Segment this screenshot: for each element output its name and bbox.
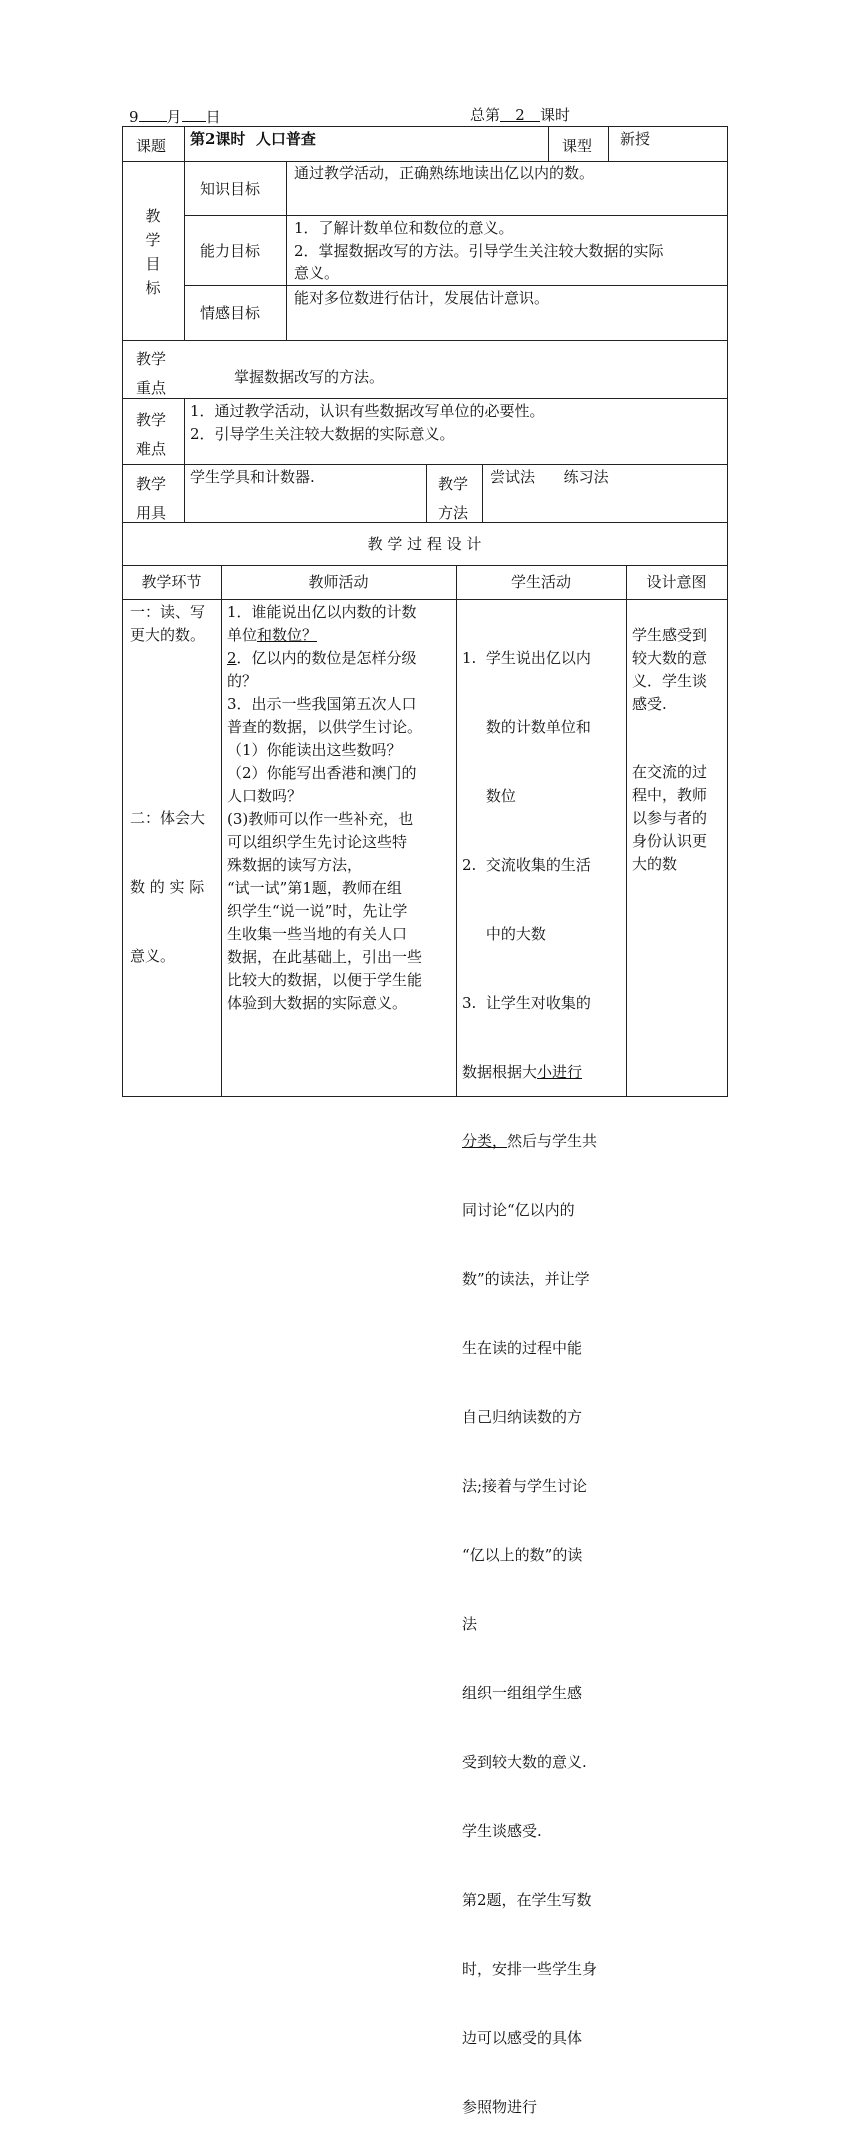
total-suffix: 课时 <box>540 106 571 124</box>
teacher-line: 织学生“说一说”时，先让学 <box>227 902 408 920</box>
teacher-line: （2）你能写出香港和澳门的 <box>227 764 417 782</box>
student-line: 同讨论“亿以内的 <box>462 1201 575 1219</box>
student-line <box>462 1130 624 1153</box>
student-line: 2. 交流收集的生活 <box>462 856 591 874</box>
month-number: 9 <box>129 108 139 126</box>
tools-label-line: 教学 <box>136 475 167 493</box>
student-activity <box>462 601 624 2142</box>
header-student: 学生活动 <box>510 573 571 591</box>
total-prefix: 总第 <box>470 106 501 124</box>
student-fragment: 数据根据大 <box>462 1063 538 1081</box>
teacher-line: 可以组织学生先讨论这些特 <box>227 833 408 851</box>
student-line: 数的计数单位和 <box>462 718 591 736</box>
key-point-label-line: 教学 <box>136 350 167 368</box>
student-line: 数位 <box>462 787 516 805</box>
student-line: “亿以上的数”的读 <box>462 1546 583 1564</box>
student-line: 受到较大数的意义. <box>462 1753 587 1771</box>
teacher-line: “试一试”第1题，教师在组 <box>227 879 402 897</box>
lesson-type: 新授 <box>620 130 651 148</box>
student-line: 时，安排一些学生身 <box>462 1960 598 1978</box>
student-line: 中的大数 <box>462 925 546 943</box>
intent-line: 身份认识更 <box>632 832 708 850</box>
stage-2 <box>130 761 218 991</box>
teacher-line <box>227 624 453 647</box>
student-line: 1. 学生说出亿以内 <box>462 649 591 667</box>
teacher-line: 数据，在此基础上，引出一些 <box>227 948 423 966</box>
student-line: 3. 让学生对收集的 <box>462 994 591 1012</box>
teacher-line <box>227 647 453 670</box>
student-line: 边可以感受的具体 <box>462 2029 583 2047</box>
intent-line: 以参与者的 <box>632 809 708 827</box>
student-line: 学生谈感受. <box>462 1822 542 1840</box>
method-label-line: 教学 <box>438 475 469 493</box>
difficulty-label-line: 教学 <box>136 411 167 429</box>
type-label: 课型 <box>562 137 593 155</box>
intent-line: 程中，教师 <box>632 786 708 804</box>
student-line: 数”的读法，并让学 <box>462 1270 590 1288</box>
intent-line: 大的数 <box>632 855 678 873</box>
design-intent-2 <box>632 761 726 876</box>
intent-line: 感受. <box>632 695 667 713</box>
stage-line: 意义。 <box>130 947 176 965</box>
objectives-char: 目 <box>145 255 161 273</box>
student-fragment: 然后与学生共 <box>507 1132 598 1150</box>
method-text: 尝试法 练习法 <box>490 468 609 486</box>
student-line: 组织一组组学生感 <box>462 1684 583 1702</box>
objectives-char: 标 <box>145 279 161 297</box>
teacher-line: 1．谁能说出亿以内数的计数 <box>227 603 417 621</box>
teacher-line: 3．出示一些我国第五次人口 <box>227 695 417 713</box>
day-blank <box>182 104 206 122</box>
key-point-label-line: 重点 <box>136 379 167 397</box>
teacher-fragment: 单位 <box>227 626 258 644</box>
tools-label <box>136 470 166 528</box>
day-label: 日 <box>205 108 221 126</box>
emotion-label: 情感目标 <box>200 304 261 322</box>
teacher-line: 体验到大数据的实际意义。 <box>227 994 408 1012</box>
lesson-count: 2 <box>515 106 525 124</box>
tools-label-line: 用具 <box>136 504 167 522</box>
difficulty-line: 1．通过教学活动，认识有些数据改写单位的必要性。 <box>190 402 545 420</box>
date-line <box>129 104 221 129</box>
knowledge-text: 通过教学活动，正确熟练地读出亿以内的数。 <box>294 164 595 182</box>
key-point-text: 掌握数据改写的方法。 <box>234 368 385 386</box>
student-line: 参照物进行 <box>462 2098 538 2116</box>
teacher-fragment-underlined: 2 <box>227 649 237 667</box>
ability-line: 1．了解计数单位和数位的意义。 <box>294 219 514 237</box>
teacher-fragment: ．亿以内的数位是怎样分级 <box>236 649 417 667</box>
difficulty-line: 2．引导学生关注较大数据的实际意义。 <box>190 425 455 443</box>
student-line: 生在读的过程中能 <box>462 1339 583 1357</box>
process-title: 教 学 过 程 设 计 <box>367 535 482 553</box>
intent-line: 义．学生谈 <box>632 672 708 690</box>
stage-line: 一：读、写 <box>130 603 206 621</box>
teacher-line: 的？ <box>227 672 258 690</box>
teacher-fragment-underlined: 和数位？ <box>257 626 318 644</box>
ability-line: 意义。 <box>294 264 340 282</box>
design-intent-1 <box>632 624 726 716</box>
lesson-count-field <box>500 104 540 122</box>
difficulty-label <box>136 406 166 464</box>
objectives-label <box>143 204 163 300</box>
lesson-title: 第2课时 人口普查 <box>190 130 316 148</box>
student-fragment-underlined: 分类， <box>462 1132 508 1150</box>
student-line: 法;接着与学生讨论 <box>462 1477 588 1495</box>
header-stage: 教学环节 <box>141 573 202 591</box>
student-line: 法 <box>462 1615 478 1633</box>
header-intent: 设计意图 <box>646 573 707 591</box>
teacher-line: 比较大的数据，以便于学生能 <box>227 971 423 989</box>
stage-line: 二：体会大 <box>130 809 206 827</box>
teacher-line: 殊数据的读写方法， <box>227 856 363 874</box>
title-label: 课题 <box>136 137 167 155</box>
objectives-char: 学 <box>145 231 161 249</box>
student-line: 第2题，在学生写数 <box>462 1891 592 1909</box>
teacher-line: （1）你能读出这些数吗？ <box>227 741 402 759</box>
teacher-line: 人口数吗？ <box>227 787 303 805</box>
stage-line: 数 的 实 际 <box>130 878 205 896</box>
intent-line: 学生感受到 <box>632 626 708 644</box>
teacher-line: (3)教师可以作一些补充，也 <box>227 810 414 828</box>
ability-label: 能力目标 <box>200 242 261 260</box>
tools-text: 学生学具和计数器. <box>190 468 315 486</box>
teacher-line: 普查的数据，以供学生讨论。 <box>227 718 423 736</box>
lesson-count-line <box>470 104 570 127</box>
method-label <box>438 470 468 528</box>
objectives-char: 教 <box>145 207 161 225</box>
month-blank <box>139 104 167 122</box>
header-teacher: 教师活动 <box>308 573 369 591</box>
student-fragment-underlined: 小进行 <box>537 1063 583 1081</box>
difficulty-label-line: 难点 <box>136 440 167 458</box>
stage-line: 更大的数。 <box>130 626 206 644</box>
teacher-activity <box>227 601 453 1015</box>
teacher-line: 生收集一些当地的有关人口 <box>227 925 408 943</box>
month-label: 月 <box>166 108 182 126</box>
knowledge-label: 知识目标 <box>200 180 261 198</box>
stage-1 <box>130 601 218 647</box>
ability-line: 2．掌握数据改写的方法。引导学生关注较大数据的实际 <box>294 242 664 260</box>
intent-line: 在交流的过 <box>632 763 708 781</box>
emotion-text: 能对多位数进行估计，发展估计意识。 <box>294 289 550 307</box>
student-line: 自己归纳读数的方 <box>462 1408 583 1426</box>
method-label-line: 方法 <box>438 504 469 522</box>
student-line <box>462 1061 624 1084</box>
key-point-label <box>136 345 166 403</box>
intent-line: 较大数的意 <box>632 649 708 667</box>
